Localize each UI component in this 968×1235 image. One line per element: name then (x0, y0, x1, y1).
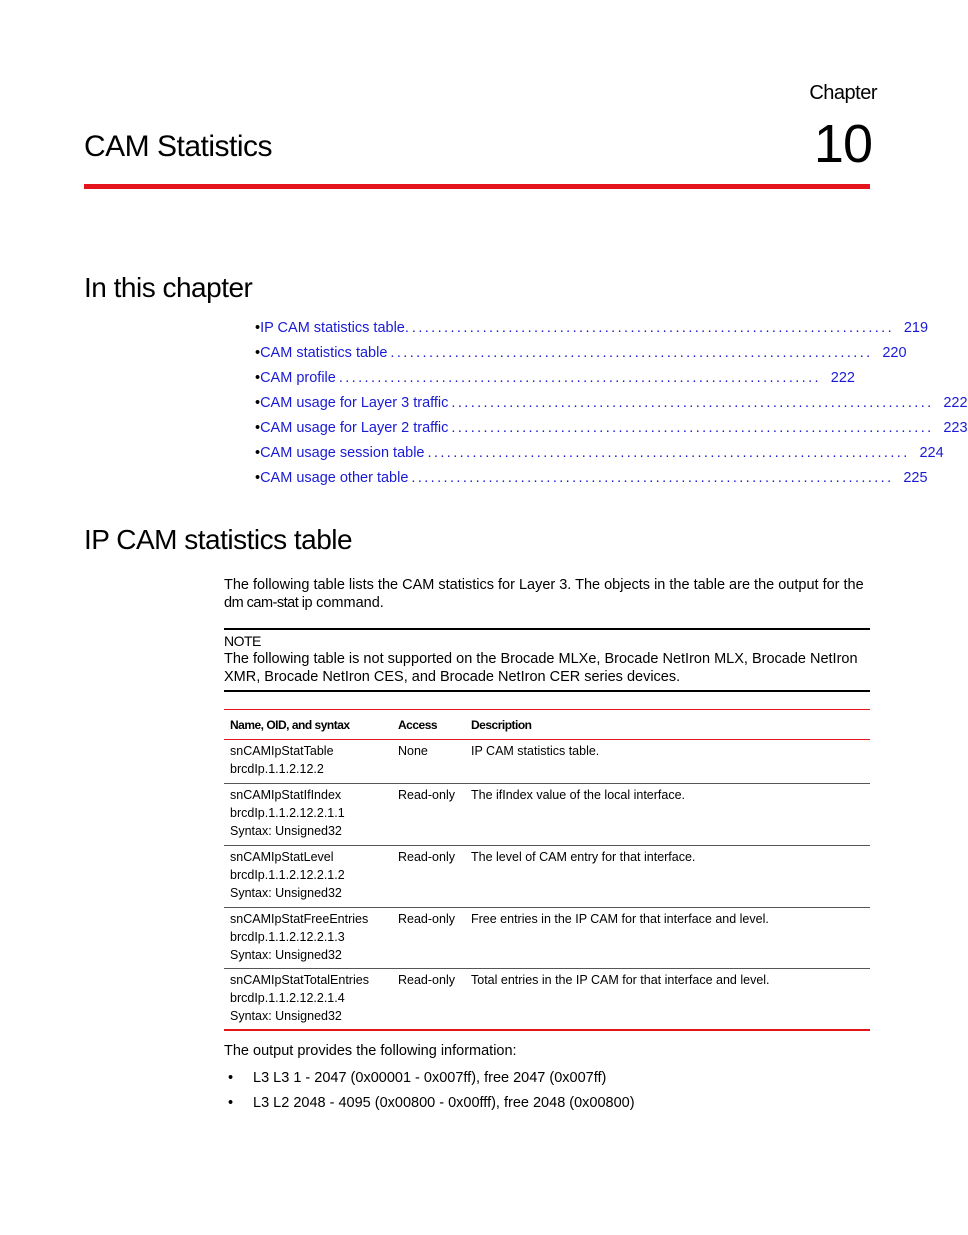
object-oid: brcdIp.1.1.2.12.2.1.1 (230, 806, 345, 820)
note-text: The following table is not supported on the Brocade MLXe, Brocade NetIron MLX, Brocade NetIron XMR, Brocade NetIron CES, and Brocade NetIron CER series devices. (224, 651, 858, 685)
toc-link[interactable]: IP CAM statistics table. (260, 320, 409, 336)
row-description: The level of CAM entry for that interface. (471, 850, 696, 864)
toc-link[interactable]: CAM statistics table (260, 345, 388, 361)
object-name: snCAMIpStatLevel (230, 850, 334, 864)
row-description: The ifIndex value of the local interface. (471, 788, 686, 802)
object-name: snCAMIpStatTotalEntries (230, 973, 369, 987)
command-name: dm cam-stat ip (224, 595, 313, 611)
row-name-cell (224, 910, 392, 968)
toc-leader: ........................................................................... (411, 320, 895, 336)
toc-page[interactable]: 219 (903, 320, 929, 336)
toc-link[interactable]: CAM usage for Layer 3 traffic (260, 395, 449, 411)
intro-text-end: command. (312, 595, 384, 611)
table-row (224, 740, 870, 783)
in-this-chapter-heading: In this chapter (84, 272, 253, 303)
toc-link[interactable]: CAM usage session table (260, 445, 425, 461)
object-name: snCAMIpStatTable (230, 744, 334, 758)
note-bottom-rule (224, 690, 870, 692)
bullet-icon: • (228, 1095, 234, 1111)
header-name: Name, OID, and syntax (230, 717, 350, 732)
note-top-rule (224, 628, 870, 630)
toc-item[interactable] (255, 470, 928, 495)
output-bullet (224, 1095, 635, 1111)
row-access: Read-only (398, 850, 455, 864)
output-intro: The output provides the following information: (224, 1043, 517, 1059)
mib-table (224, 709, 870, 1031)
header-access: Access (398, 717, 438, 732)
toc-page[interactable]: 222 (830, 370, 855, 386)
toc-item[interactable] (255, 420, 968, 445)
toc-leader: ........................................................................... (411, 470, 894, 486)
table-row (224, 846, 870, 907)
toc-item[interactable] (255, 445, 944, 470)
toc-link[interactable]: CAM usage for Layer 2 traffic (260, 420, 449, 436)
note-heading: NOTE (224, 633, 261, 649)
row-access: None (398, 744, 428, 758)
toc-leader: ........................................................................... (451, 395, 934, 411)
output-bullet (224, 1070, 606, 1086)
header-description: Description (471, 717, 532, 732)
toc-link[interactable]: CAM usage other table (260, 470, 409, 486)
bullet-icon: • (255, 470, 261, 486)
chapter-label: Chapter (809, 82, 877, 104)
table-row (224, 969, 870, 1029)
chapter-toc (255, 320, 968, 495)
object-oid: brcdIp.1.1.2.12.2.1.3 (230, 930, 345, 944)
bullet-icon: • (255, 370, 261, 386)
intro-text: The following table lists the CAM statistics for Layer 3. The objects in the table are the output for the (224, 577, 864, 593)
row-name-cell (224, 848, 392, 907)
toc-leader: ........................................................................... (451, 420, 934, 436)
row-name-cell (224, 742, 392, 783)
bullet-icon: • (228, 1070, 234, 1086)
object-syntax: Syntax: Unsigned32 (230, 948, 342, 962)
toc-page[interactable]: 220 (882, 345, 907, 361)
toc-leader: ........................................................................... (390, 345, 873, 361)
toc-leader: ........................................................................... (427, 445, 910, 461)
bullet-icon: • (255, 320, 261, 336)
toc-page[interactable]: 224 (919, 445, 944, 461)
table-row (224, 784, 870, 845)
bullet-icon: • (255, 395, 261, 411)
row-description: IP CAM statistics table. (471, 744, 600, 758)
row-access: Read-only (398, 912, 455, 926)
toc-leader: ........................................................................... (338, 370, 821, 386)
output-bullet-text: L3 L3 1 - 2047 (0x00001 - 0x007ff), free 2047 (0x007ff) (253, 1070, 607, 1086)
toc-item[interactable] (255, 345, 907, 370)
toc-page[interactable]: 223 (943, 420, 968, 436)
chapter-title: CAM Statistics (84, 130, 273, 163)
row-access: Read-only (398, 788, 455, 802)
toc-page[interactable]: 225 (903, 470, 928, 486)
toc-link[interactable]: CAM profile (260, 370, 336, 386)
object-oid: brcdIp.1.1.2.12.2.1.2 (230, 868, 345, 882)
toc-item[interactable] (255, 395, 968, 420)
object-syntax: Syntax: Unsigned32 (230, 1009, 342, 1023)
object-syntax: Syntax: Unsigned32 (230, 886, 342, 900)
row-access: Read-only (398, 973, 455, 987)
output-bullet-text: L3 L2 2048 - 4095 (0x00800 - 0x00fff), free 2048 (0x00800) (253, 1095, 635, 1111)
table-header (224, 710, 870, 739)
chapter-title-rule (84, 184, 870, 189)
section-heading: IP CAM statistics table (84, 524, 353, 555)
object-oid: brcdIp.1.1.2.12.2 (230, 762, 324, 776)
row-name-cell (224, 786, 392, 845)
object-name: snCAMIpStatFreeEntries (230, 912, 369, 926)
toc-item[interactable] (255, 370, 855, 395)
toc-page[interactable]: 222 (943, 395, 968, 411)
object-name: snCAMIpStatIfIndex (230, 788, 342, 802)
bullet-icon: • (255, 445, 261, 461)
table-row (224, 908, 870, 968)
toc-item[interactable] (255, 320, 929, 345)
chapter-number: 10 (813, 114, 872, 174)
row-description: Total entries in the IP CAM for that interface and level. (471, 973, 770, 987)
bullet-icon: • (255, 345, 261, 361)
object-oid: brcdIp.1.1.2.12.2.1.4 (230, 991, 345, 1005)
row-name-cell (224, 971, 392, 1029)
object-syntax: Syntax: Unsigned32 (230, 824, 342, 838)
table-bottom-rule (224, 1029, 870, 1031)
row-description: Free entries in the IP CAM for that interface and level. (471, 912, 769, 926)
bullet-icon: • (255, 420, 261, 436)
section-intro (224, 576, 864, 612)
